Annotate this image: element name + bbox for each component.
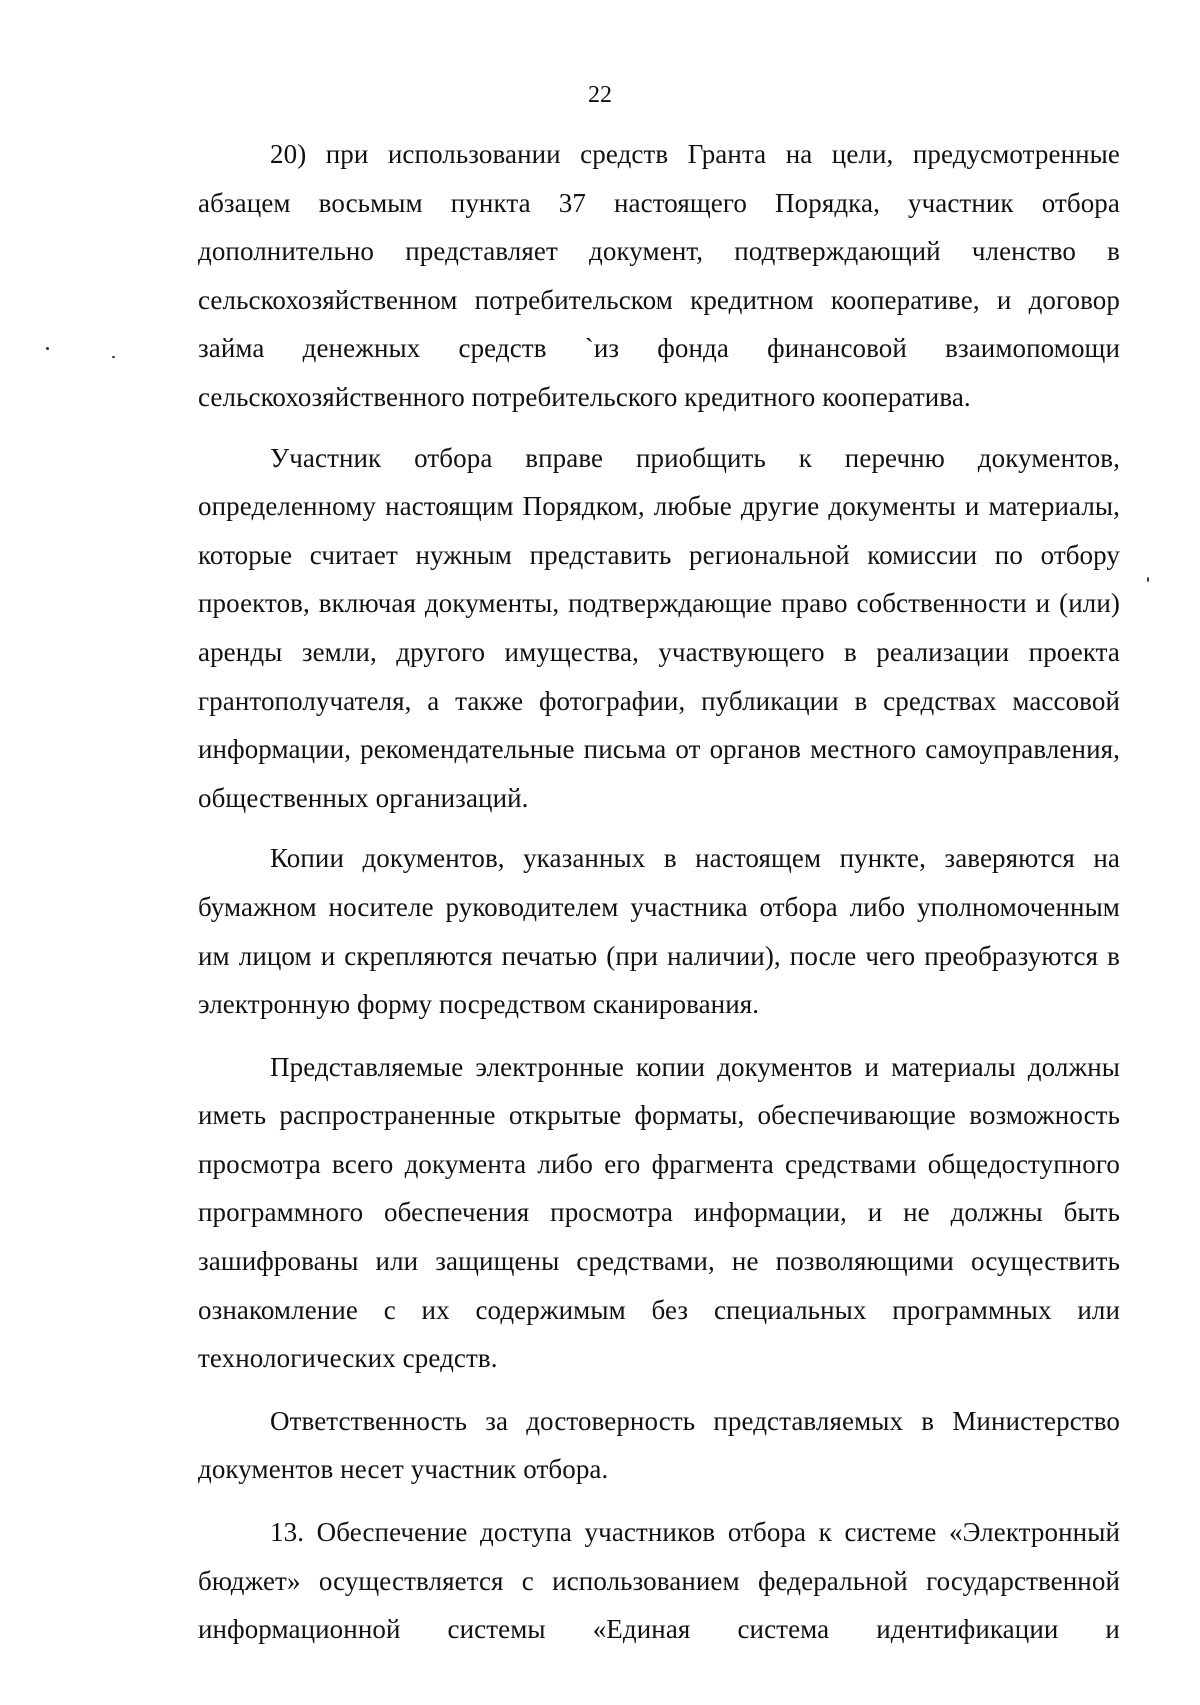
paragraph-6: 13. Обеспечение доступа участников отбора к системе «Электронный бюджет» осуществляется с использованием федеральной государственной информационной системы «Единая система идентификации и [198, 1517, 1120, 1645]
page-number: 22 [588, 82, 612, 108]
scan-speck [1147, 577, 1149, 582]
document-body [198, 130, 1120, 1654]
scan-speck [46, 347, 49, 350]
paragraph-2: Участник отбора вправе приобщить к перечню документов, определенному настоящим Порядком, любые другие документы и материалы, которые считает нужным представить региональной комиссии по отбору проектов, включая документы, подтверждающие право собственности и (или) аренды земли, другого имущества, участвующего в реализации проекта грантополучателя, а также фотографии, публикации в средствах массовой информации, рекомендательные письма от органов местного самоуправления, общественных организаций. [198, 442, 1120, 813]
paragraph-3: Копии документов, указанных в настоящем пункте, заверяются на бумажном носителе руководителем участника отбора либо уполномоченным им лицом и скрепляются печатью (при наличии), после чего преобразуются в электронную форму посредством сканирования. [198, 843, 1120, 1020]
scan-speck [112, 356, 115, 358]
paragraph-1: 20) при использовании средств Гранта на цели, предусмотренные абзацем восьмым пункта 37 настоящего Порядка, участник отбора дополнительно представляет документ, подтверждающий членство в сельскохозяйственном потребительском кредитном кооперативе, и договор займа денежных средств `из фонда финансовой взаимопомощи сельскохозяйственного потребительского кредитного кооператива. [198, 139, 1120, 412]
paragraph-4: Представляемые электронные копии документов и материалы должны иметь распространенные открытые форматы, обеспечивающие возможность просмотра всего документа либо его фрагмента средствами общедоступного программного обеспечения просмотра информации, и не должны быть зашифрованы или защищены средствами, не позволяющими осуществить ознакомление с их содержимым без специальных программных или технологических средств. [198, 1051, 1120, 1374]
paragraph-5: Ответственность за достоверность представляемых в Министерство документов несет участник отбора. [198, 1405, 1120, 1485]
